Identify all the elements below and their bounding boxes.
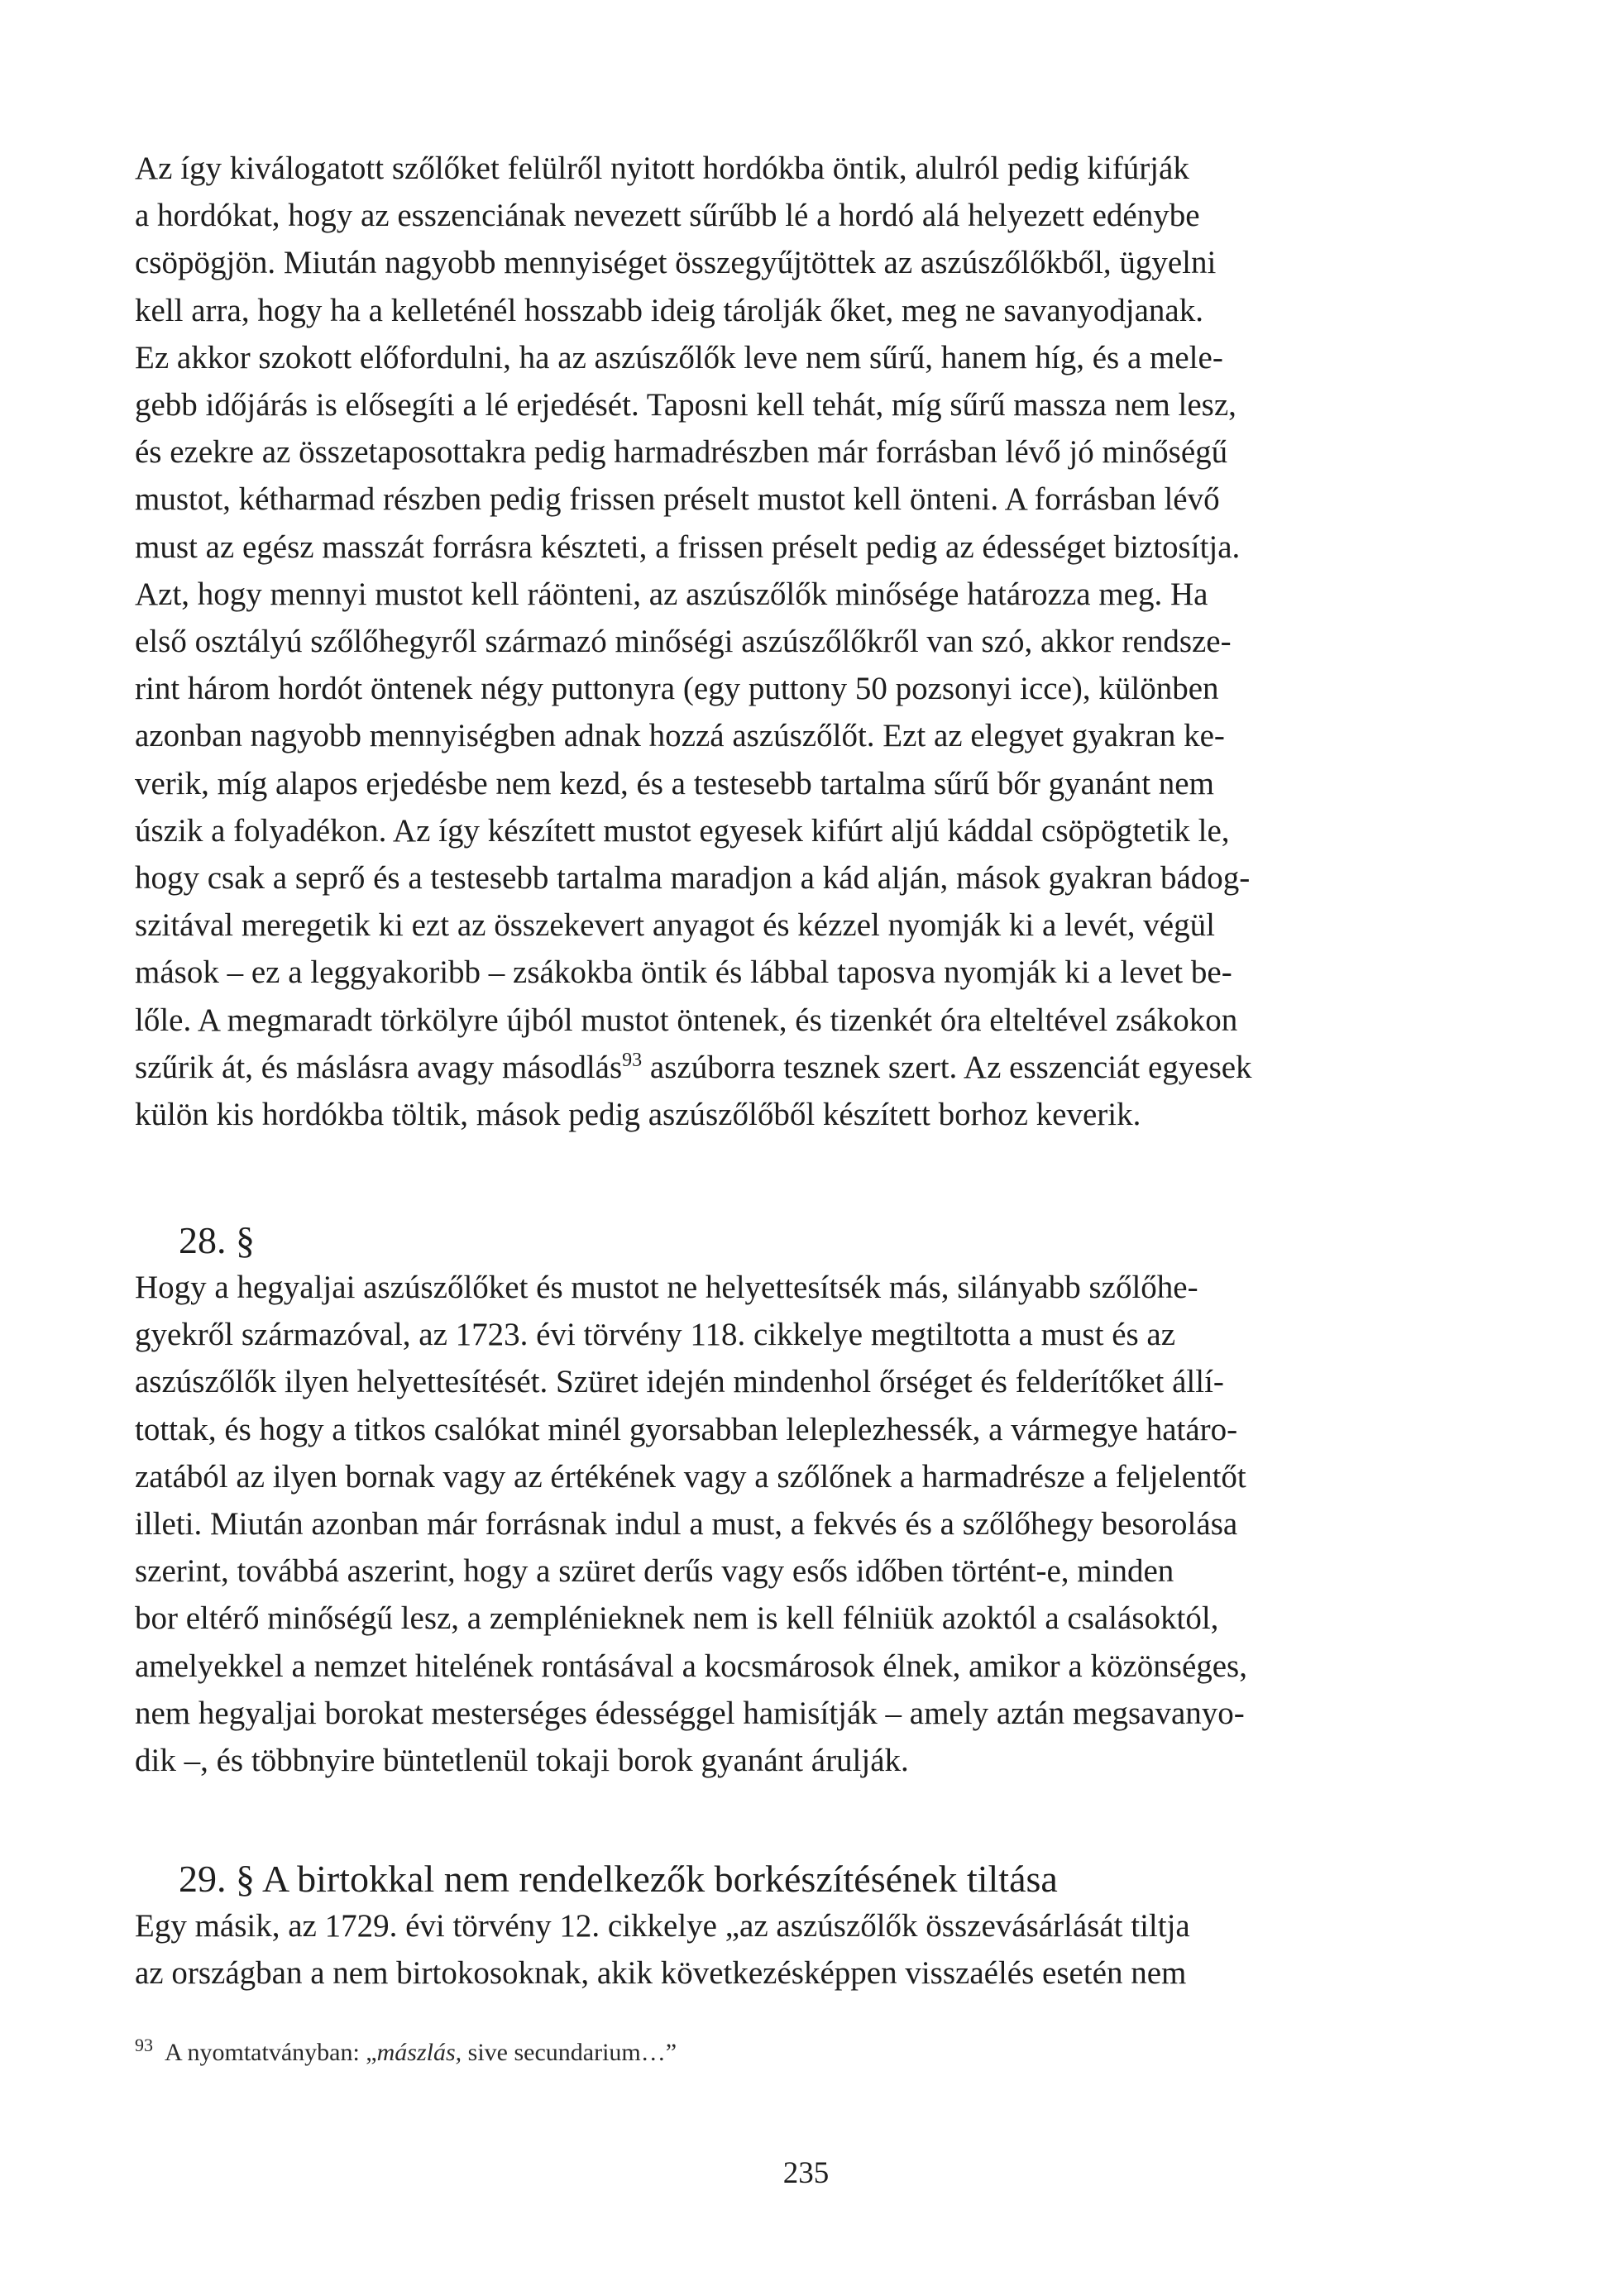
footnote-text-after: sive secundarium…” [462,2039,677,2066]
footnote [135,2036,1392,2069]
section-28-last-line: dik –, és többnyire büntetlenül tokaji borok gyanánt árulják. [135,1743,909,1779]
paragraph-1-line: mások – ez a leggyakoribb – zsákokba öntik és lábbal taposva nyomják ki a levet be- [135,954,1232,991]
section-28-line: Hogy a hegyaljai aszúszőlőket és mustot ne helyettesítsék más, silányabb szőlőhe- [135,1270,1198,1305]
paragraph-1-line: első osztályú szőlőhegyről származó minőségi aszúszőlőkről van szó, akkor rendsze- [135,624,1232,660]
paragraph-1-line: azonban nagyobb mennyiségben adnak hozzá aszúszőlőt. Ezt az elegyet gyakran ke- [135,718,1225,754]
paragraph-1-line: Az így kiválogatott szőlőket felülről nyitott hordókba öntik, alulról pedig kifúrják [135,151,1189,186]
section-28-lines [135,1270,1247,1731]
paragraph-1-line: a hordókat, hogy az esszenciának nevezett sűrűbb lé a hordó alá helyezett edénybe [135,198,1200,234]
paragraph-1-line: kell arra, hogy ha a kelleténél hosszabb ideig tárolják őket, meg ne savanyodjanak. [135,292,1203,328]
paragraph-1 [135,145,1392,1138]
footnote-reference: 93 [622,1049,643,1071]
paragraph-1-line: Azt, hogy mennyi mustot kell ráönteni, az aszúszőlők minősége határozza meg. Ha [135,576,1208,612]
section-29-line: az országban a nem birtokosoknak, akik következésképpen visszaélés esetén nem [135,1955,1187,1992]
paragraph-1-line: mustot, kétharmad részben pedig frissen préselt mustot kell önteni. A forrásban lévő [135,481,1220,518]
section-28-line: bor eltérő minőségű lesz, a zemplénieknek nem is kell félniük azoktól a csalásoktól, [135,1600,1219,1637]
paragraph-1-line: gebb időjárás is elősegíti a lé erjedését. Taposni kell tehát, míg sűrű massza nem lesz, [135,387,1237,423]
section-29-lines [135,1908,1190,1991]
section-28-heading: 28. § [179,1219,255,1261]
section-28 [135,1217,1392,1784]
paragraph-1-line: és ezekre az összetaposottakra pedig harmadrészben már forrásban lévő jó minőségű [135,434,1228,471]
paragraph-1-line: úszik a folyadékon. Az így készített mustot egyesek kifúrt aljú káddal csöpögtetik le, [135,812,1230,849]
paragraph-1-line-fn-before: szűrik át, és máslásra avagy másodlás [135,1049,623,1085]
section-29-paragraph [135,1902,1392,1997]
body-paragraph [135,145,1392,1138]
paragraph-1-line: szitával meregetik ki ezt az összekevert anyagot és kézzel nyomják ki a levét, végül [135,907,1215,944]
paragraph-1-line-fn-after: aszúborra tesznek szert. Az esszenciát egyesek [642,1049,1252,1085]
paragraph-1-line: hogy csak a seprő és a testesebb tartalma maradjon a kád alján, mások gyakran bádog- [135,860,1251,897]
section-29-heading: 29. § A birtokkal nem rendelkezők borkészítésének tiltása [179,1858,1058,1900]
footnote-italic: mászlás, [376,2039,462,2066]
section-28-line: gyekről származóval, az 1723. évi törvény 118. cikkelye megtiltotta a must és az [135,1317,1176,1353]
section-28-line: tottak, és hogy a titkos csalókat minél gyorsabban leleplezhessék, a vármegye határo- [135,1411,1238,1447]
section-28-line: amelyekkel a nemzet hitelének rontásával a kocsmárosok élnek, amikor a közönséges, [135,1648,1247,1684]
page-number: 235 [782,2156,830,2190]
paragraph-1-last-line: külön kis hordókba töltik, mások pedig aszúszőlőből készített borhoz keverik. [135,1097,1141,1133]
section-29-line: Egy másik, az 1729. évi törvény 12. cikkelye „az aszúszőlők összevásárlását tiltja [135,1908,1190,1944]
section-28-line: zatából az ilyen bornak vagy az értékének vagy a szőlőnek a harmadrésze a feljelentőt [135,1458,1246,1495]
paragraph-1-line: rint három hordót öntenek négy puttonyra (egy puttony 50 pozsonyi icce), különben [135,671,1219,707]
footnote-text-before: A nyomtatványban: „ [165,2039,377,2066]
section-28-line: illeti. Miután azonban már forrásnak indul a must, a fekvés és a szőlőhegy besorolása [135,1506,1238,1543]
paragraph-1-line: csöpögjön. Miután nagyobb mennyiséget összegyűjtöttek az aszúszőlőkből, ügyelni [135,245,1217,281]
paragraph-1-line: Ez akkor szokott előfordulni, ha az aszúszőlők leve nem sűrű, hanem híg, és a mele- [135,339,1223,375]
footnote-number: 93 [135,2035,153,2055]
section-28-paragraph [135,1264,1392,1784]
section-28-line: nem hegyaljai borokat mesterséges édességgel hamisítják – amely aztán megsavanyo- [135,1695,1245,1731]
section-29 [135,1855,1392,1997]
section-28-line: aszúszőlők ilyen helyettesítését. Szüret idején mindenhol őrséget és felderítőket állí- [135,1364,1224,1400]
section-28-line: szerint, továbbá aszerint, hogy a szüret derűs vagy esős időben történt-e, minden [135,1553,1174,1590]
paragraph-1-line: lőle. A megmaradt törkölyre újból mustot öntenek, és tizenkét óra elteltével zsákokon [135,1002,1238,1038]
paragraph-1-lines [135,151,1250,1038]
paragraph-1-line: must az egész masszát forrásra készteti, a frissen préselt pedig az édességet biztosítja. [135,529,1241,565]
paragraph-1-line: verik, míg alapos erjedésbe nem kezd, és a testesebb tartalma sűrű bőr gyanánt nem [135,765,1214,801]
